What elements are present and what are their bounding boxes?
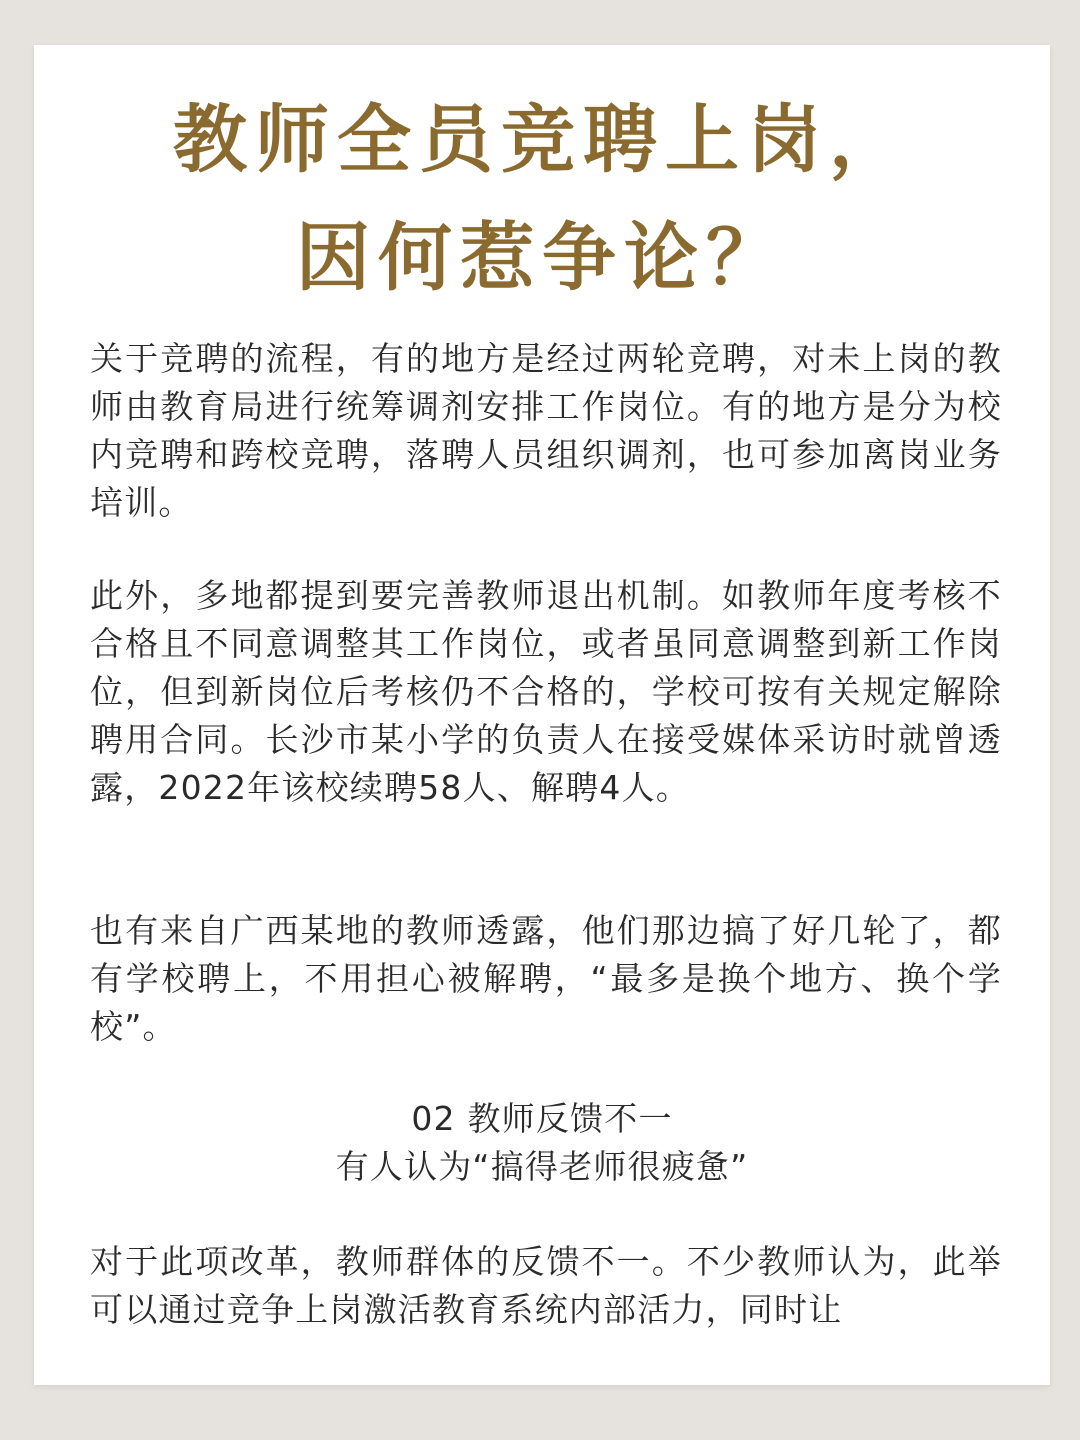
section-heading-number: 02 教师反馈不一	[411, 1099, 673, 1138]
paragraph-teacher-feedback: 对于此项改革，教师群体的反馈不一。不少教师认为，此举可以通过竞争上岗激活教育系统内部活力，同时让	[90, 1242, 1002, 1329]
paragraph-competition-process: 关于竞聘的流程，有的地方是经过两轮竞聘，对未上岗的教师由教育局进行统筹调剂安排工作岗位。有的地方是分为校内竞聘和跨校竞聘，落聘人员组织调剂，也可参加离岗业务培训。	[90, 339, 1002, 522]
paragraph-guangxi-teacher: 也有来自广西某地的教师透露，他们那边搞了好几轮了，都有学校聘上，不用担心被解聘，“最多是换个地方、换个学校”。	[90, 911, 1002, 1046]
article-title-line-2: 因何惹争论？	[296, 215, 788, 301]
article-card	[34, 45, 1050, 1385]
section-heading-subtitle: 有人认为“搞得老师很疲惫”	[335, 1147, 749, 1186]
paragraph-exit-mechanism: 此外，多地都提到要完善教师退出机制。如教师年度考核不合格且不同意调整其工作岗位，或者虽同意调整到新工作岗位，但到新岗位后考核仍不合格的，学校可按有关规定解除聘用合同。长沙市某小学的负责人在接受媒体采访时就曾透露，2022年该校续聘58人、解聘4人。	[90, 576, 1002, 807]
article-title-line-1: 教师全员竞聘上岗，	[173, 97, 911, 183]
